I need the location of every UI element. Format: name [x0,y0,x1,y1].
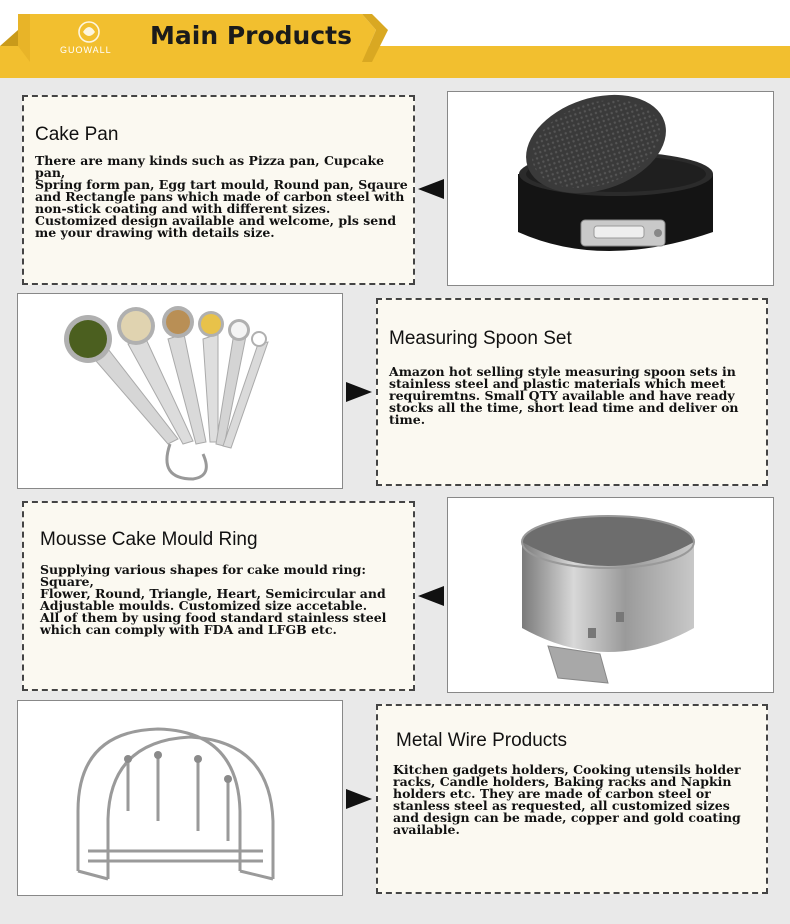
measuring-spoon-title: Measuring Spoon Set [389,328,572,349]
mousse-ring-arrow-icon [418,586,444,606]
company-logo [56,18,122,58]
napkin-holder-icon [18,701,343,896]
header-banner [0,0,790,78]
cake-ring-icon [448,498,774,693]
logo-text: GUOWALL [60,45,112,55]
cake-pan-arrow-icon [418,179,444,199]
mousse-ring-text-box [22,501,415,691]
measuring-spoon-arrow-icon [346,382,372,402]
metal-wire-text-box [376,704,768,894]
cake-pan-text-box [22,95,415,285]
mousse-ring-description: Supplying various shapes for cake mould ring: Square, Flower, Round, Triangle, Heart, Semicircular and Adjustable moulds. Customized size accetable. All of them by using food standard stainless steel which can comply with FDA and LFGB etc. [40,562,387,637]
springform-pan-icon [448,92,774,286]
cake-pan-description: There are many kinds such as Pizza pan, Cupcake pan, Spring form pan, Egg tart mould, Round pan, Sqaure and Rectangle pans which made of carbon steel with non-stick coating and with different sizes. Customized design available and welcome, pls send me your drawing with details size. [35,153,408,240]
metal-wire-title: Metal Wire Products [396,730,568,751]
cake-pan-image [447,91,774,286]
measuring-spoons-icon [18,294,343,489]
cake-pan-title: Cake Pan [35,124,119,145]
measuring-spoon-text-box [376,298,768,486]
mousse-ring-image [447,497,774,693]
metal-wire-arrow-icon [346,789,372,809]
page-title: Main Products [150,21,352,50]
mousse-ring-title: Mousse Cake Mould Ring [40,529,258,550]
metal-wire-image [17,700,343,896]
metal-wire-description: Kitchen gadgets holders, Cooking utensils holder racks, Candle holders, Baking racks and Napkin holders etc. They are made of carbon steel or stanless steel as requested, all customized sizes and design can be made, copper and gold coating available. [393,762,741,837]
measuring-spoon-image [17,293,343,489]
measuring-spoon-description: Amazon hot selling style measuring spoon sets in stainless steel and plastic materials which meet requiremtns. Small QTY available and have ready stocks all the time, short lead time and deliver on time. [389,364,739,427]
